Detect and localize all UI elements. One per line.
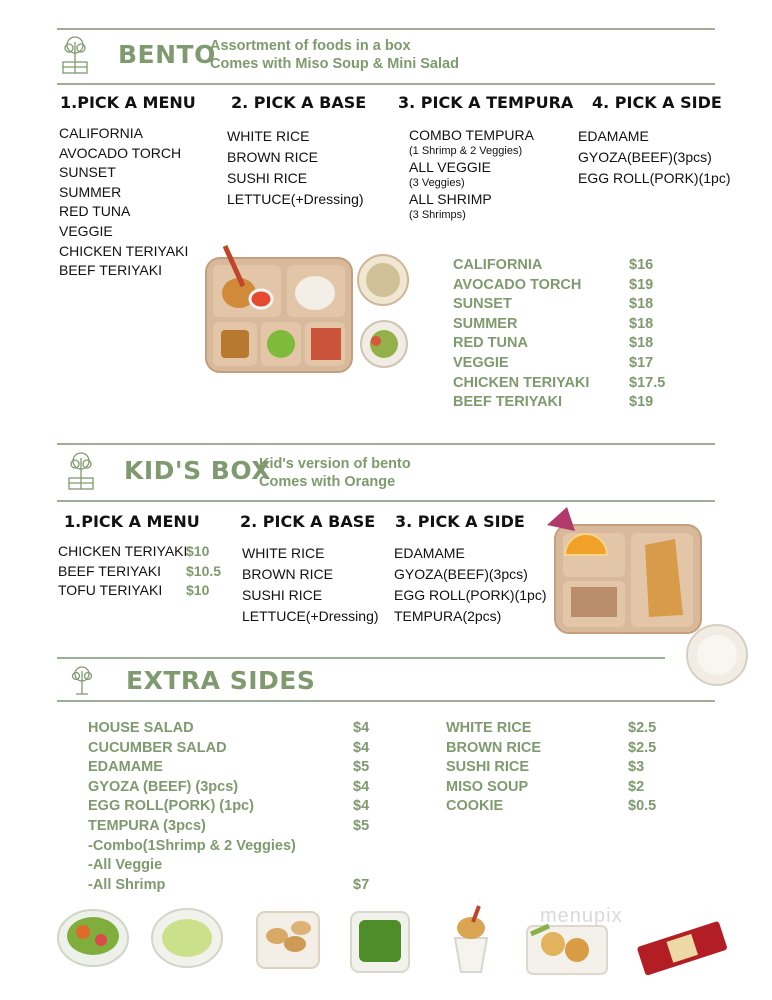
list-item-note: (3 Shrimps) bbox=[409, 209, 466, 221]
watermark: menupix bbox=[540, 905, 623, 927]
price-value: $10 bbox=[186, 582, 210, 599]
extra-item-name: EGG ROLL(PORK) (1pc) bbox=[88, 798, 254, 815]
tree-logo-icon bbox=[66, 450, 96, 492]
bento-subtitle bbox=[210, 37, 459, 73]
extras-title: EXTRA SIDES bbox=[126, 666, 316, 695]
price-item-name: AVOCADO TORCH bbox=[453, 276, 582, 293]
kids-box-photo bbox=[545, 505, 755, 687]
extra-item-price: $5 bbox=[353, 759, 370, 776]
list-item: WHITE RICE bbox=[242, 545, 325, 561]
extra-item-price: $2.5 bbox=[628, 739, 657, 756]
extras-top-rule bbox=[57, 657, 665, 659]
extra-item-price: $0.5 bbox=[628, 798, 657, 815]
list-item: EGG ROLL(PORK)(1pc) bbox=[394, 587, 547, 603]
price-value: $18 bbox=[629, 315, 654, 332]
extras-left-prices bbox=[353, 719, 369, 895]
bento-subtitle-line1: Assortment of foods in a box bbox=[210, 38, 411, 54]
list-item: ALL SHRIMP bbox=[409, 191, 492, 207]
list-item: TEMPURA(2pcs) bbox=[394, 608, 502, 624]
extra-item-price: $5 bbox=[353, 817, 370, 834]
list-item: ALL VEGGIE bbox=[409, 159, 491, 175]
list-item: CALIFORNIA bbox=[59, 125, 144, 141]
list-item-note: (1 Shrimp & 2 Veggies) bbox=[409, 145, 523, 157]
kids-step-menu: 1.PICK A MENU bbox=[64, 512, 200, 531]
price-item-name: RED TUNA bbox=[453, 335, 528, 352]
kids-top-rule bbox=[57, 443, 715, 445]
extra-item-price bbox=[353, 856, 369, 876]
price-item-name: VEGGIE bbox=[453, 354, 509, 371]
extra-item-name: CUCUMBER SALAD bbox=[88, 739, 227, 756]
bento-price-values bbox=[629, 256, 665, 413]
bento-side-list bbox=[578, 126, 730, 189]
extra-item-price: $4 bbox=[353, 778, 370, 795]
extras-rule bbox=[57, 700, 715, 702]
extra-item-name: HOUSE SALAD bbox=[88, 720, 194, 736]
kids-menu-prices bbox=[186, 542, 221, 601]
list-item: EGG ROLL(PORK)(1pc) bbox=[578, 170, 731, 186]
extra-item-name: BROWN RICE bbox=[446, 739, 542, 756]
list-item: SUSHI RICE bbox=[242, 587, 323, 603]
price-item-name: CALIFORNIA bbox=[453, 257, 543, 273]
extra-item-name: -All Shrimp bbox=[88, 876, 166, 893]
extra-item-name: TEMPURA (3pcs) bbox=[88, 817, 206, 834]
list-item: BEEF TERIYAKI bbox=[58, 562, 161, 579]
kids-rule bbox=[57, 500, 715, 502]
top-rule bbox=[57, 28, 715, 30]
kids-step-side: 3. PICK A SIDE bbox=[395, 512, 525, 531]
extras-left-names bbox=[88, 719, 296, 895]
extra-item-price: $2 bbox=[628, 778, 645, 795]
list-item: COMBO TEMPURA bbox=[409, 127, 534, 143]
bento-tempura-list bbox=[409, 126, 534, 222]
list-item: EDAMAME bbox=[394, 545, 465, 561]
bento-title: BENTO bbox=[118, 40, 216, 69]
extra-item-price bbox=[353, 837, 369, 857]
list-item: GYOZA(BEEF)(3pcs) bbox=[578, 149, 712, 165]
price-value: $10 bbox=[186, 543, 210, 559]
price-item-name: SUNSET bbox=[453, 296, 512, 313]
price-item-name: BEEF TERIYAKI bbox=[453, 394, 563, 411]
extras-right-prices bbox=[628, 719, 656, 817]
bento-menu-list bbox=[59, 124, 188, 281]
kids-step-base: 2. PICK A BASE bbox=[240, 512, 376, 531]
price-item-name: CHICKEN TERIYAKI bbox=[453, 374, 590, 391]
bento-step-base: 2. PICK A BASE bbox=[231, 93, 367, 112]
extra-item-name: SUSHI RICE bbox=[446, 759, 529, 776]
extras-right-names bbox=[446, 719, 541, 817]
tempura-photo bbox=[455, 906, 487, 972]
kids-subtitle bbox=[259, 455, 411, 491]
bento-box-photo bbox=[203, 238, 413, 374]
bento-base-list bbox=[227, 126, 364, 210]
list-item: EDAMAME bbox=[578, 128, 649, 144]
extra-item-name: EDAMAME bbox=[88, 759, 163, 776]
price-value: $18 bbox=[629, 335, 654, 352]
price-value: $17 bbox=[629, 354, 654, 371]
list-item: SUNSET bbox=[59, 164, 116, 181]
kids-base-list bbox=[242, 543, 379, 627]
bento-rule bbox=[57, 83, 715, 85]
price-value: $18 bbox=[629, 296, 654, 313]
list-item: BEEF TERIYAKI bbox=[59, 262, 162, 279]
cucumber-salad-photo bbox=[152, 909, 222, 967]
price-value: $19 bbox=[629, 394, 654, 411]
bento-subtitle-line2: Comes with Miso Soup & Mini Salad bbox=[210, 56, 459, 72]
extra-item-name: MISO SOUP bbox=[446, 778, 529, 795]
kids-title: KID'S BOX bbox=[124, 456, 271, 485]
list-item: CHICKEN TERIYAKI bbox=[59, 242, 189, 259]
cookie-photo bbox=[637, 921, 728, 976]
edamame-photo bbox=[351, 912, 409, 972]
extra-sides-photo-strip bbox=[55, 898, 735, 978]
list-item: AVOCADO TORCH bbox=[59, 144, 182, 161]
extra-item-price: $3 bbox=[628, 759, 645, 776]
extra-item-name: -Combo(1Shrimp & 2 Veggies) bbox=[88, 837, 296, 854]
kids-menu-list bbox=[58, 542, 187, 601]
list-item: SUMMER bbox=[59, 183, 122, 200]
list-item: BROWN RICE bbox=[227, 149, 318, 165]
gyoza-photo bbox=[257, 912, 319, 968]
list-item: VEGGIE bbox=[59, 222, 113, 239]
price-value: $16 bbox=[629, 257, 654, 273]
list-item: LETTUCE(+Dressing) bbox=[242, 608, 379, 624]
extra-item-price: $4 bbox=[353, 798, 370, 815]
kids-subtitle-line1: Kid's version of bento bbox=[259, 456, 411, 472]
price-item-name: SUMMER bbox=[453, 315, 518, 332]
bento-step-tempura: 3. PICK A TEMPURA bbox=[398, 93, 574, 112]
price-value: $19 bbox=[629, 276, 654, 293]
list-item: LETTUCE(+Dressing) bbox=[227, 191, 364, 207]
kids-subtitle-line2: Comes with Orange bbox=[259, 474, 396, 490]
extra-item-price: $7 bbox=[353, 876, 370, 893]
house-salad-photo bbox=[58, 910, 128, 966]
price-value: $10.5 bbox=[186, 562, 222, 579]
extra-item-name: COOKIE bbox=[446, 798, 504, 815]
extra-item-name: WHITE RICE bbox=[446, 720, 532, 736]
list-item: CHICKEN TERIYAKI bbox=[58, 543, 188, 559]
egg-roll-photo bbox=[527, 926, 607, 974]
bento-step-side: 4. PICK A SIDE bbox=[592, 93, 722, 112]
list-item: GYOZA(BEEF)(3pcs) bbox=[394, 566, 528, 582]
price-value: $17.5 bbox=[629, 374, 666, 391]
list-item: WHITE RICE bbox=[227, 128, 310, 144]
extra-item-name: -All Veggie bbox=[88, 857, 163, 874]
list-item: RED TUNA bbox=[59, 203, 131, 220]
list-item: SUSHI RICE bbox=[227, 170, 308, 186]
list-item: TOFU TERIYAKI bbox=[58, 582, 163, 599]
kids-side-list bbox=[394, 543, 546, 627]
extra-item-name: GYOZA (BEEF) (3pcs) bbox=[88, 778, 239, 795]
list-item: BROWN RICE bbox=[242, 566, 333, 582]
tree-logo-icon bbox=[68, 664, 96, 698]
extra-item-price: $4 bbox=[353, 739, 370, 756]
bento-step-menu: 1.PICK A MENU bbox=[60, 93, 196, 112]
extra-item-price: $4 bbox=[353, 720, 370, 736]
bento-price-names bbox=[453, 256, 589, 413]
tree-logo-icon bbox=[60, 34, 90, 76]
extra-item-price: $2.5 bbox=[628, 720, 657, 736]
list-item-note: (3 Veggies) bbox=[409, 177, 465, 189]
